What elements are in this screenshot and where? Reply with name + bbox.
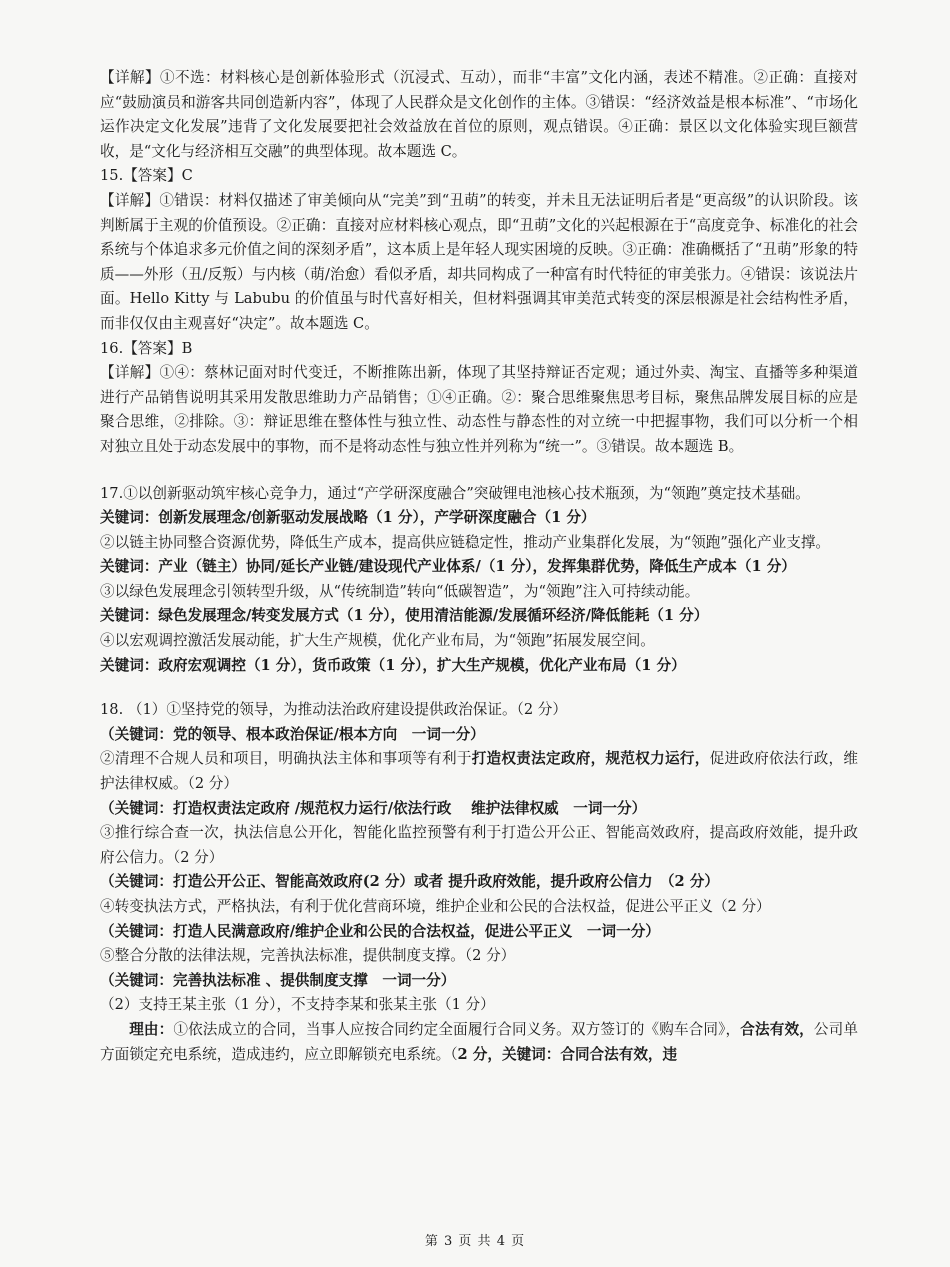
q18-reason-bold-a: 合法有效， [740,1020,814,1038]
q18-reason-bold-b: 2 分，关键词：合同合法有效，违 [457,1045,678,1063]
q17-point-1: 17.①以创新驱动筑牢核心竞争力，通过“产学研深度融合”突破锂电池核心技术瓶颈，为“领跑”奠定技术基础。 [100,484,810,502]
q15-answer: 15.【答案】C [100,167,193,185]
q18-keywords-5: （关键词：完善执法标准 、提供制度支撑 一词一分） [100,971,456,989]
q15-detail: 【详解】①错误：材料仅描述了审美倾向从“完美”到“丑萌”的转变，并未且无法证明后者是“更高级”的认识阶段。该判断属于主观的价值预设。②正确：直接对应材料核心观点，即“丑萌”文化的兴起根源在于“高度竞争、标准化的社会系统与个体追求多元价值之间的深刻矛盾”，这本质上是年轻人现实困境的反映。③正确：准确概括了“丑萌”形象的特质——外形（丑/反叛）与内核（萌/治愈）看似矛盾，却共同构成了一种富有时代特征的审美张力。④错误：该说法片面。Hello Kitty 与 Labubu 的价值虽与时代喜好相关，但材料强调其审美范式转变的深层根源是社会结构性矛盾，而非仅仅由主观喜好“决定”。故本题选 C。 [100,191,858,332]
q17-point-3: ③以绿色发展理念引领转型升级，从“传统制造”转向“低碳智造”，为“领跑”注入可持续动能。 [100,582,700,600]
q18-point-2-text-a: ②清理不合规人员和项目，明确执法主体和事项等有利于 [100,750,472,768]
q18-reason-text-b: 公司单方面锁定充电系统，造成违约，应立即解锁充电系统。（ [100,1020,858,1063]
q18-keywords-4: （关键词：打造人民满意政府/维护企业和公民的合法权益，促进公平正义 一词一分） [100,922,660,940]
page-footer: 第 3 页 共 4 页 [424,1234,526,1249]
q18-part-2: （2）支持王某主张（1 分），不支持李某和张某主张（1 分） [100,996,495,1014]
q18-keywords-2: （关键词：打造权责法定政府 /规范权力运行/依法行政 维护法律权威 一词一分） [100,799,647,817]
q14-detail: 【详解】①不选：材料核心是创新体验形式（沉浸式、互动），而非“丰富”文化内涵，表述不精准。②正确：直接对应“鼓励演员和游客共同创造新内容”，体现了人民群众是文化创作的主体。③错误：“经济效益是根本标准”、“市场化运作决定文化发展”违背了文化发展要把社会效益放在首位的原则，观点错误。④正确：景区以文化体验实现巨额营收，是“文化与经济相互交融”的典型体现。故本题选 C。 [100,69,858,160]
q16-detail: 【详解】①④：蔡林记面对时代变迁，不断推陈出新，体现了其坚持辩证否定观；通过外卖、淘宝、直播等多种渠道进行产品销售说明其采用发散思维助力产品销售；①④正确。②：聚合思维聚焦思考目标，聚焦品牌发展目标的应是聚合思维，②排除。③：辩证思维在整体性与独立性、动态性与静态性的对立统一中把握事物，我们可以分析一个相对独立且处于动态发展中的事物，而不是将动态性与独立性并列称为“统一”。③错误。故本题选 B。 [100,364,858,455]
section-gap [100,678,858,698]
q18-point-2-bold: 打造权责法定政府，规范权力运行， [471,750,710,768]
q17-keywords-3: 关键词：绿色发展理念/转变发展方式（1 分），使用清洁能源/发展循环经济/降低能耗（1 分） [100,607,709,625]
q17-point-2: ②以链主协同整合资源优势，降低生产成本，提高供应链稳定性，推动产业集群化发展，为“领跑”强化产业支撑。 [100,533,831,551]
q16-answer: 16.【答案】B [100,339,193,357]
answer-content [100,66,858,1067]
q17-keywords-1: 关键词：创新发展理念/创新驱动发展战略（1 分），产学研深度融合（1 分） [100,509,596,527]
q18-point-3: ③推行综合查一次，执法信息公开化，智能化监控预警有利于打造公开公正、智能高效政府，提高政府效能，提升政府公信力。（2 分） [100,824,858,866]
q17-point-4: ④以宏观调控激活发展动能，扩大生产规模，优化产业布局，为“领跑”拓展发展空间。 [100,632,655,650]
q18-point-1: 18. （1）①坚持党的领导，为推动法治政府建设提供政治保证。（2 分） [100,701,567,719]
q18-reason [100,1018,858,1067]
q18-reason-text-a: ①依法成立的合同，当事人应按合同约定全面履行合同义务。双方签订的《购车合同》， [173,1020,741,1038]
section-gap [100,460,858,482]
q18-point-4: ④转变执法方式，严格执法，有利于优化营商环境，维护企业和公民的合法权益，促进公平正义（2 分） [100,898,771,915]
q18-keywords-3: （关键词：打造公开公正、智能高效政府(2 分）或者 提升政府效能，提升政府公信力 （2 分） [100,873,719,891]
q17-keywords-4: 关键词：政府宏观调控（1 分），货币政策（1 分），扩大生产规模，优化产业布局（1 分） [100,656,686,674]
q18-reason-label: 理由： [129,1020,174,1038]
q18-point-2-text-c: 促进政府依法行政，维护法律权威。（2 分） [100,750,858,793]
q18-point-2 [100,747,858,796]
q18-point-5: ⑤整合分散的法律法规，完善执法标准，提供制度支撑。（2 分） [100,947,516,965]
q18-keywords-1: （关键词：党的领导、根本政治保证/根本方向 一词一分） [100,725,485,743]
q17-keywords-2: 关键词：产业（链主）协同/延长产业链/建设现代产业体系/（1 分），发挥集群优势，降低生产成本（1 分） [100,558,796,576]
